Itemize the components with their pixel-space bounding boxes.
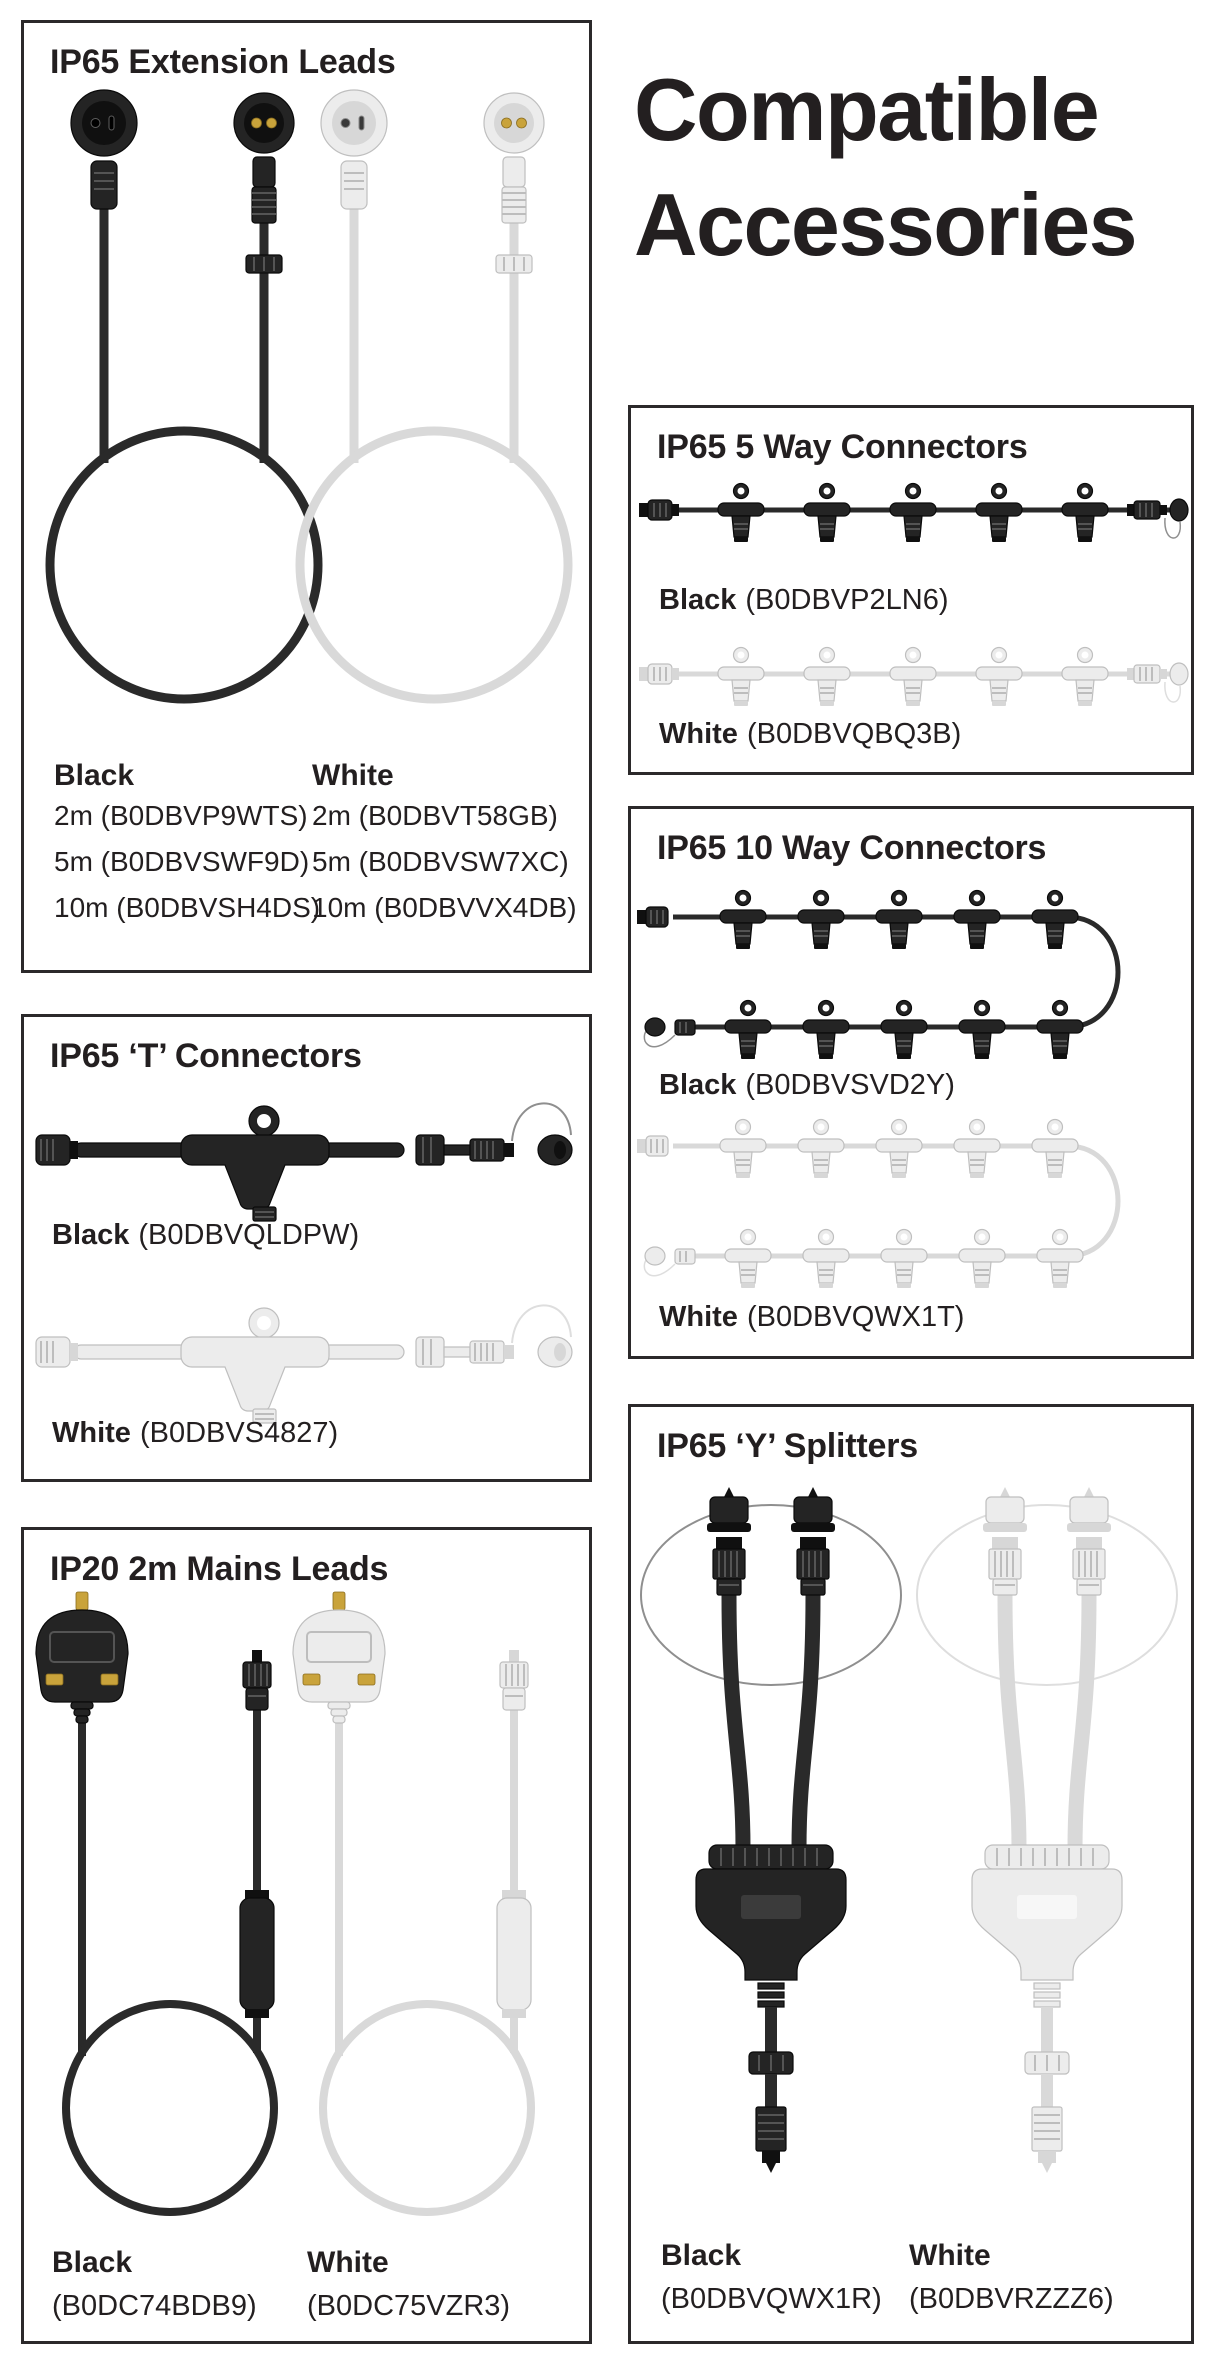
- mains-leads-illustration: [24, 1588, 589, 2228]
- section-title: IP65 ‘Y’ Splitters: [657, 1427, 918, 1465]
- page-title-line1: Compatible: [634, 60, 1099, 159]
- extension-leads-illustration: [24, 87, 589, 737]
- variant-color-label: White: [52, 1417, 131, 1449]
- section-title: IP65 Extension Leads: [50, 43, 396, 81]
- product-code: 5m (B0DBVSWF9D): [54, 846, 310, 877]
- variant-color-label: White: [909, 2239, 991, 2272]
- section-extension-leads: [21, 20, 592, 973]
- product-code: (B0DBVQWX1T): [746, 1301, 965, 1333]
- variant-color-label: White: [307, 2246, 389, 2279]
- product-code: (B0DBVQLDPW): [138, 1219, 360, 1251]
- t-connector-white-illustration: [24, 1277, 589, 1427]
- five-way-black-illustration: [631, 462, 1191, 557]
- variant-color-label: White: [312, 759, 394, 792]
- section-ten-way-connectors: [628, 806, 1194, 1359]
- variant-color-label: Black: [52, 2246, 133, 2279]
- variant-color-label: Black: [54, 759, 135, 792]
- section-title: IP65 10 Way Connectors: [657, 829, 1047, 867]
- variant-line: [659, 584, 948, 617]
- extension-leads-white-column: [312, 759, 577, 931]
- variant-color-label: White: [659, 1301, 738, 1333]
- section-y-splitters: [628, 1404, 1194, 2344]
- product-code: (B0DBVQBQ3B): [746, 718, 962, 750]
- variant-color-label: Black: [659, 1069, 737, 1101]
- product-code: 10m (B0DBVVX4DB): [312, 892, 577, 923]
- product-code: (B0DBVP2LN6): [745, 584, 949, 616]
- product-code: 5m (B0DBVSW7XC): [312, 846, 569, 877]
- product-code: (B0DC75VZR3): [307, 2290, 511, 2322]
- ten-way-black-illustration: [631, 865, 1191, 1077]
- section-title: IP20 2m Mains Leads: [50, 1550, 389, 1588]
- product-code: 2m (B0DBVP9WTS): [54, 800, 308, 831]
- section-t-connectors: [21, 1014, 592, 1482]
- page-title: [634, 52, 1136, 282]
- product-code: (B0DBVS4827): [139, 1417, 339, 1449]
- product-code: (B0DBVRZZZ6): [909, 2283, 1114, 2315]
- section-mains-leads: [21, 1527, 592, 2344]
- section-title: IP65 5 Way Connectors: [657, 428, 1028, 466]
- section-five-way-connectors: [628, 405, 1194, 775]
- variant-color-label: White: [659, 718, 738, 750]
- variant-color-label: Black: [659, 584, 737, 616]
- product-code: (B0DC74BDB9): [52, 2290, 257, 2322]
- extension-leads-black-column: [54, 759, 320, 931]
- variant-color-label: Black: [661, 2239, 742, 2272]
- variant-color-label: Black: [52, 1219, 130, 1251]
- product-code: 2m (B0DBVT58GB): [312, 800, 558, 831]
- ten-way-white-illustration: [631, 1094, 1191, 1306]
- product-code: 10m (B0DBVSH4DS): [54, 892, 321, 923]
- variant-line: [52, 1417, 338, 1450]
- y-splitters-illustration: [631, 1467, 1191, 2217]
- product-code: (B0DBVSVD2Y): [745, 1069, 955, 1101]
- page-title-line2: Accessories: [634, 175, 1137, 274]
- t-connector-black-illustration: [24, 1075, 589, 1225]
- variant-line: [52, 1219, 359, 1252]
- section-title: IP65 ‘T’ Connectors: [50, 1037, 362, 1075]
- variant-line: [659, 718, 961, 751]
- variant-line: [659, 1301, 964, 1334]
- five-way-white-illustration: [631, 626, 1191, 721]
- product-code: (B0DBVQWX1R): [661, 2283, 882, 2315]
